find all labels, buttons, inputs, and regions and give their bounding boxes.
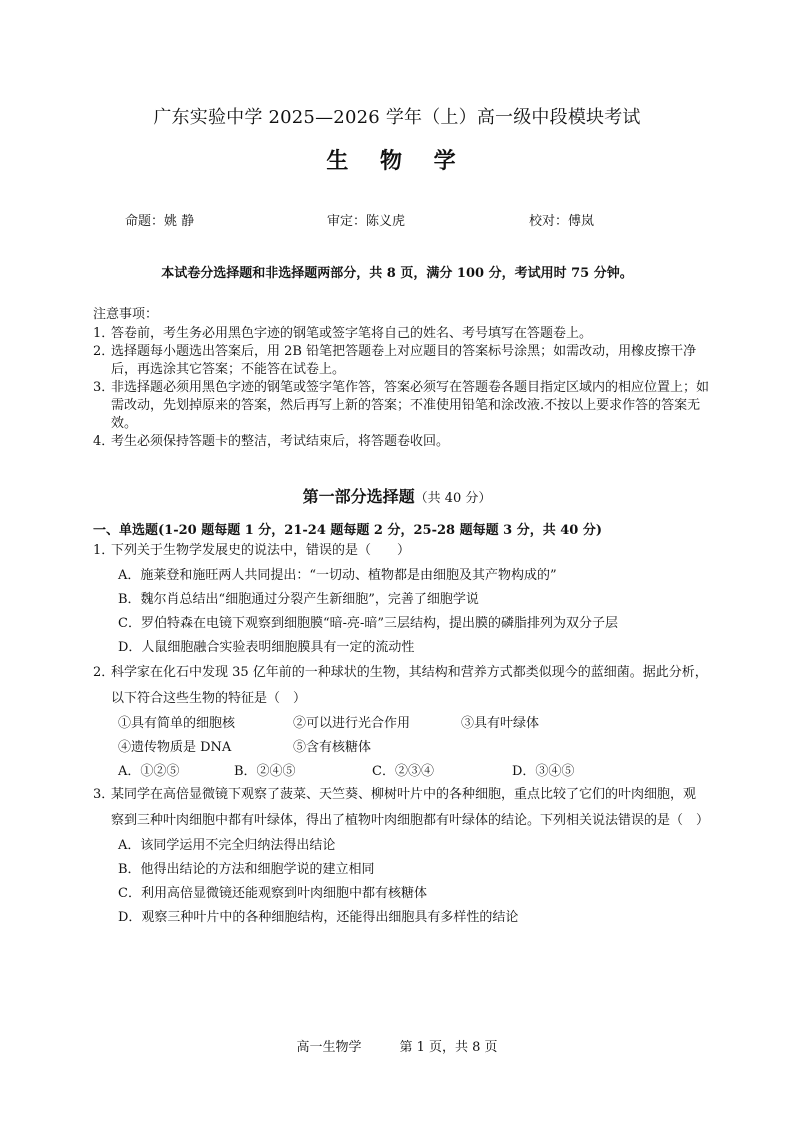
option-a: A．施莱登和施旺两人共同提出：“一切动、植物都是由细胞及其产物构成的” bbox=[118, 568, 557, 583]
footer-subject: 高一生物学 bbox=[296, 1040, 362, 1055]
statement-item: ①具有简单的细胞核 bbox=[118, 716, 236, 731]
note-text: 考生必须保持答题卡的整洁，考试结束后，将答题卷收回。 bbox=[111, 434, 450, 449]
question-number: 3． bbox=[93, 787, 115, 802]
option-c: C．利用高倍显微镜还能观察到叶肉细胞中都有核糖体 bbox=[118, 886, 427, 901]
note-text: 答卷前，考生务必用黑色字迹的钢笔或签字笔将自己的姓名、考号填写在答题卷上。 bbox=[111, 326, 593, 341]
note-item bbox=[93, 325, 713, 343]
question-1 bbox=[93, 538, 708, 660]
option-a: A．该同学运用不完全归纳法得出结论 bbox=[118, 838, 336, 853]
question-stem bbox=[93, 782, 708, 834]
option-a: A．①②⑤ bbox=[118, 764, 180, 779]
note-number: 3． bbox=[93, 380, 115, 395]
note-item bbox=[93, 433, 713, 451]
note-number: 2． bbox=[93, 344, 115, 359]
exam-intro: 本试卷分选择题和非选择题两部分，共 8 页，满分 100 分，考试用时 75 分钟。 bbox=[161, 266, 633, 281]
question-text: 科学家在化石中发现 35 亿年前的一种球状的生物，其结构和营养方式都类似现今的蓝细菌。据此分析，以下符合这些生物的特征是（ ） bbox=[111, 665, 708, 706]
note-number: 1． bbox=[93, 326, 115, 341]
note-text: 非选择题必须用黑色字迹的钢笔或签字笔作答，答案必须写在答题卷各题目指定区域内的相应位置上；如需改动，先划掉原来的答案，然后再写上新的答案；不准使用铅笔和涂改液.不按以上要求作答的答案无效。 bbox=[111, 380, 710, 431]
statement-item: ③具有叶绿体 bbox=[461, 716, 540, 731]
item-row bbox=[93, 736, 708, 760]
part-title bbox=[0, 484, 794, 507]
statement-item: ②可以进行光合作用 bbox=[293, 716, 411, 731]
item-row bbox=[93, 712, 708, 736]
option-d: D．③④⑤ bbox=[512, 764, 575, 779]
question-number: 2． bbox=[93, 665, 115, 680]
question-text: 某同学在高倍显微镜下观察了菠菜、天竺葵、柳树叶片中的各种细胞，重点比较了它们的叶肉细胞，观察到三种叶肉细胞中都有叶绿体，得出了植物叶肉细胞都有叶绿体的结论。下列相关说法错误的是（ ） bbox=[111, 787, 710, 828]
question-3 bbox=[93, 782, 708, 930]
statement-item: ⑤含有核糖体 bbox=[293, 740, 372, 755]
part-title-text: 第一部分选择题 bbox=[302, 487, 415, 506]
option-d: D．观察三种叶片中的各种细胞结构，还能得出细胞具有多样性的结论 bbox=[118, 910, 519, 925]
option-b: B．他得出结论的方法和细胞学说的建立相同 bbox=[118, 862, 375, 877]
option-b: B．魏尔肖总结出“细胞通过分裂产生新细胞”，完善了细胞学说 bbox=[118, 592, 479, 607]
question-text: 下列关于生物学发展史的说法中，错误的是（ ） bbox=[111, 543, 411, 558]
statement-item: ④遗传物质是 DNA bbox=[118, 740, 232, 755]
question-stem bbox=[93, 538, 708, 564]
option-b: B．②④⑤ bbox=[234, 764, 296, 779]
part-score: （共 40 分） bbox=[414, 491, 492, 506]
note-item bbox=[93, 379, 713, 433]
question-2 bbox=[93, 660, 708, 784]
reviewer-credit: 审定：陈义虎 bbox=[327, 214, 406, 229]
note-text: 选择题每小题选出答案后，用 2B 铅笔把答题卷上对应题目的答案标号涂黑；如需改动，用橡皮擦干净后，再选涂其它答案；不能答在试卷上。 bbox=[111, 344, 697, 377]
footer-page-number: 第 1 页，共 8 页 bbox=[399, 1040, 498, 1055]
section-heading: 一、单选题(1-20 题每题 1 分，21-24 题每题 2 分，25-28 题每题 3 分，共 40 分) bbox=[93, 523, 602, 538]
proofreader-credit: 校对：傅岚 bbox=[529, 214, 595, 229]
page-footer bbox=[0, 1036, 794, 1055]
question-stem bbox=[93, 660, 708, 712]
answer-row bbox=[93, 760, 708, 784]
notes-section bbox=[93, 306, 713, 451]
option-d: D．人鼠细胞融合实验表明细胞膜具有一定的流动性 bbox=[118, 640, 415, 655]
option-c: C．罗伯特森在电镜下观察到细胞膜“暗-亮-暗”三层结构，提出膜的磷脂排列为双分子层 bbox=[118, 616, 619, 631]
note-item bbox=[93, 343, 713, 379]
author-credit: 命题：姚 静 bbox=[125, 214, 195, 229]
exam-title: 广东实验中学 2025—2026 学年（上）高一级中段模块考试 bbox=[153, 107, 641, 128]
option-c: C．②③④ bbox=[372, 764, 434, 779]
subject-title: 生 物 学 bbox=[326, 148, 468, 174]
question-number: 1． bbox=[93, 543, 115, 558]
notes-title: 注意事项： bbox=[93, 307, 159, 322]
note-number: 4． bbox=[93, 434, 115, 449]
